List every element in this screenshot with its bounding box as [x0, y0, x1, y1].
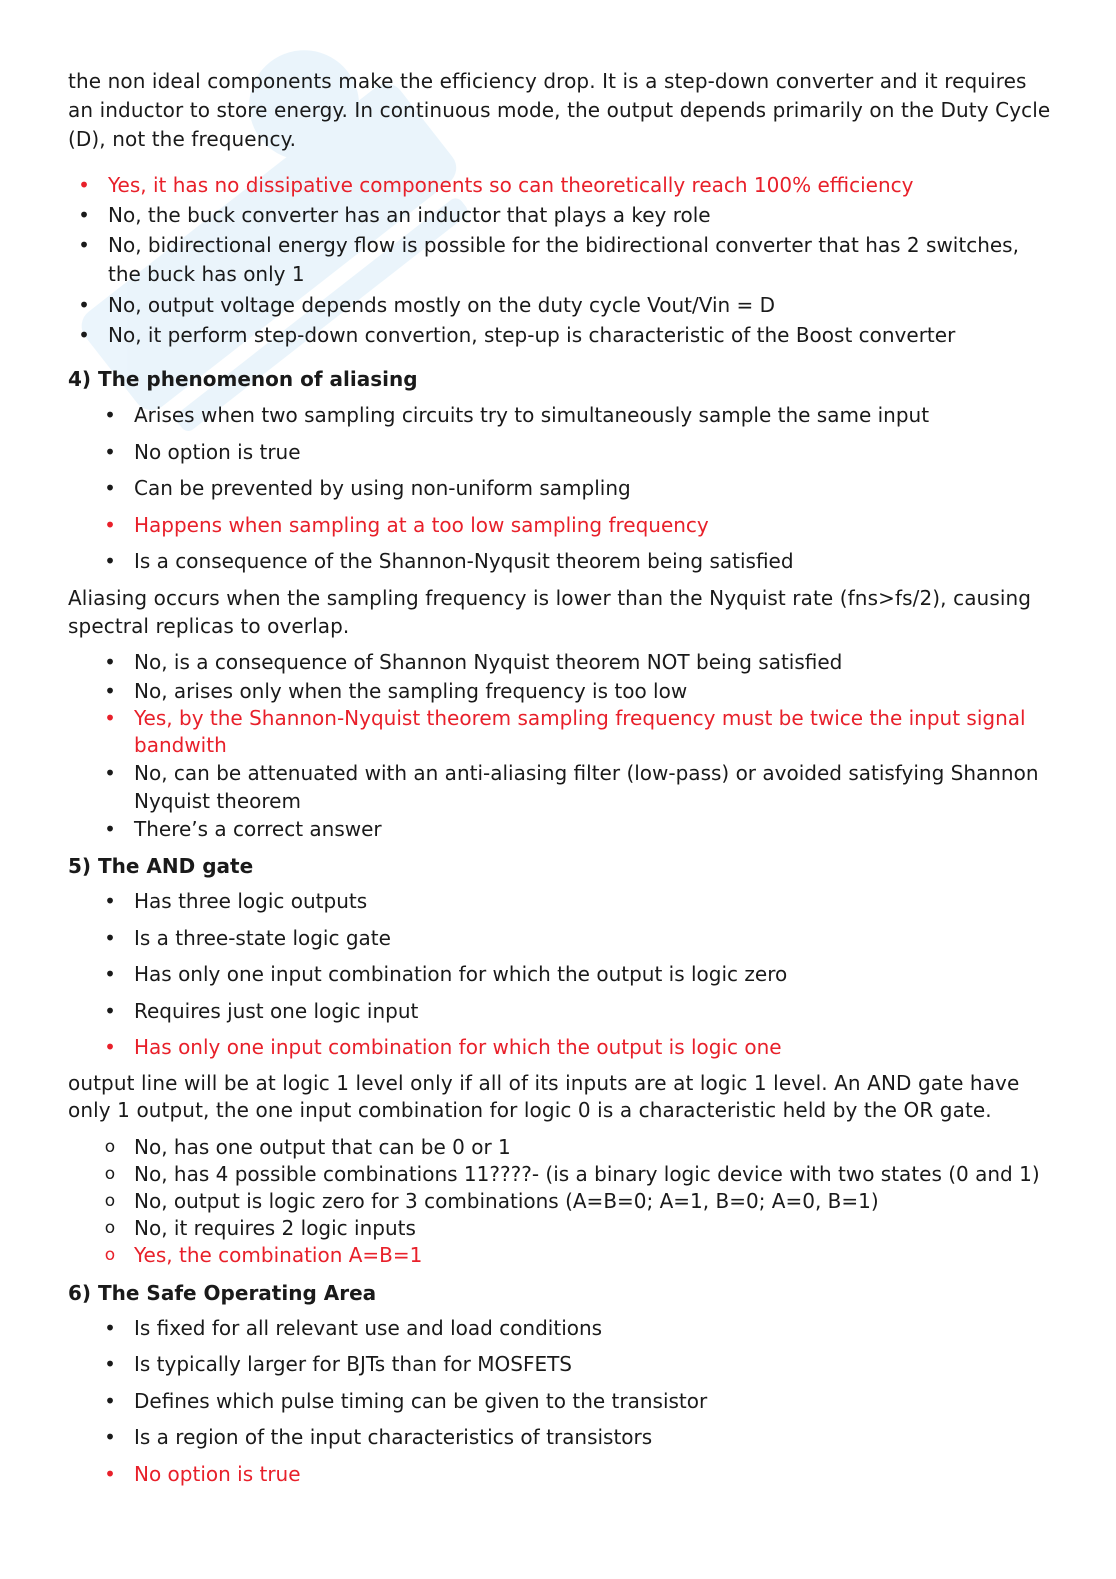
intro-paragraph: the non ideal components make the efficiency drop. It is a step-down converter and it requires an inductor to store energy. In continuous mode, the output depends primarily on the Duty Cycle (D), not the frequency. — [68, 69, 1051, 151]
option-item-correct: • Has only one input combination for which the output is logic one — [134, 1033, 1049, 1062]
question-title: 4) The phenomenon of aliasing — [68, 367, 418, 391]
bullet-icon: • — [104, 1425, 116, 1449]
option-item: • Is a three-state logic gate — [134, 924, 1049, 953]
option-item: • Defines which pulse timing can be given to the transistor — [134, 1387, 1049, 1416]
ring-bullet-icon: o — [104, 1164, 116, 1184]
option-item: • Can be prevented by using non-uniform sampling — [134, 474, 1049, 503]
bullet-icon: • — [104, 1316, 116, 1340]
answer-item: o No, has one output that can be 0 or 1 — [134, 1133, 1049, 1162]
bullet-icon: • — [104, 1035, 116, 1059]
bullet-icon: • — [78, 323, 90, 347]
question-title: 6) The Safe Operating Area — [68, 1281, 377, 1305]
bullet-icon: • — [78, 203, 90, 227]
ring-bullet-icon: o — [104, 1245, 116, 1265]
option-item: • Is fixed for all relevant use and load conditions — [134, 1314, 1049, 1343]
explanation-paragraph: Aliasing occurs when the sampling frequency is lower than the Nyquist rate (fns>fs/2), causing spectral replicas to overlap. — [68, 586, 1032, 638]
explanation-paragraph: output line will be at logic 1 level only if all of its inputs are at logic 1 level. An AND gate have only 1 output, the one input combination for logic 0 is a characteristic held by the OR gate. — [68, 1071, 1020, 1122]
bullet-icon: • — [104, 1462, 116, 1486]
bullet-icon: • — [78, 173, 90, 197]
answer-item: o No, has 4 possible combinations 11????- (is a binary logic device with two states (0 and 1) — [134, 1160, 1049, 1189]
bullet-icon: • — [104, 926, 116, 950]
bullet-icon: • — [104, 440, 116, 464]
question-title: 5) The AND gate — [68, 854, 254, 878]
option-item: • Has only one input combination for which the output is logic zero — [134, 960, 1049, 989]
option-item: • Is a region of the input characteristics of transistors — [134, 1423, 1049, 1452]
ring-bullet-icon: o — [104, 1218, 116, 1238]
option-item: • Arises when two sampling circuits try to simultaneously sample the same input — [134, 401, 1049, 430]
bullet-icon: • — [104, 817, 116, 841]
answer-item: o No, it requires 2 logic inputs — [134, 1214, 1049, 1243]
bullet-icon: • — [104, 549, 116, 573]
bullet-icon: • — [104, 1352, 116, 1376]
option-item: • Is a consequence of the Shannon-Nyqusit theorem being satisfied — [134, 547, 1049, 576]
bullet-icon: • — [104, 650, 116, 674]
bullet-icon: • — [104, 476, 116, 500]
answer-item: • There’s a correct answer — [134, 815, 1049, 844]
answer-item: o No, output is logic zero for 3 combinations (A=B=0; A=1, B=0; A=0, B=1) — [134, 1187, 1049, 1216]
answer-item-correct: o Yes, the combination A=B=1 — [134, 1241, 1049, 1270]
answer-item: • No, can be attenuated with an anti-aliasing filter (low-pass) or avoided satisfying Shannon Nyquist theorem — [134, 759, 1049, 815]
list-item: • Yes, it has no dissipative components so can theoretically reach 100% efficiency — [108, 171, 1048, 200]
answer-item: • No, is a consequence of Shannon Nyquist theorem NOT being satisfied — [134, 648, 1049, 677]
bullet-icon: • — [104, 403, 116, 427]
bullet-icon: • — [104, 513, 116, 537]
bullet-icon: • — [78, 233, 90, 257]
option-item: • Requires just one logic input — [134, 997, 1049, 1026]
option-item-correct: • Happens when sampling at a too low sampling frequency — [134, 511, 1049, 540]
bullet-icon: • — [104, 889, 116, 913]
option-item-correct: • No option is true — [134, 1460, 1049, 1489]
bullet-icon: • — [104, 706, 116, 730]
bullet-icon: • — [104, 962, 116, 986]
list-item: • No, the buck converter has an inductor that plays a key role — [108, 201, 1048, 230]
bullet-icon: • — [104, 761, 116, 785]
bullet-icon: • — [78, 293, 90, 317]
ring-bullet-icon: o — [104, 1137, 116, 1157]
option-item: • No option is true — [134, 438, 1049, 467]
answer-item-correct: • Yes, by the Shannon-Nyquist theorem sampling frequency must be twice the input signal bandwith — [134, 705, 1049, 759]
answer-item: • No, arises only when the sampling frequency is too low — [134, 677, 1049, 706]
bullet-icon: • — [104, 1389, 116, 1413]
list-item: • No, bidirectional energy flow is possible for the bidirectional converter that has 2 switches, the buck has only 1 — [108, 231, 1048, 289]
bullet-icon: • — [104, 999, 116, 1023]
list-item: • No, it perform step-down convertion, step-up is characteristic of the Boost converter — [108, 321, 1048, 350]
ring-bullet-icon: o — [104, 1191, 116, 1211]
bullet-icon: • — [104, 679, 116, 703]
option-item: • Has three logic outputs — [134, 887, 1049, 916]
list-item: • No, output voltage depends mostly on the duty cycle Vout/Vin = D — [108, 291, 1048, 320]
option-item: • Is typically larger for BJTs than for MOSFETS — [134, 1350, 1049, 1379]
